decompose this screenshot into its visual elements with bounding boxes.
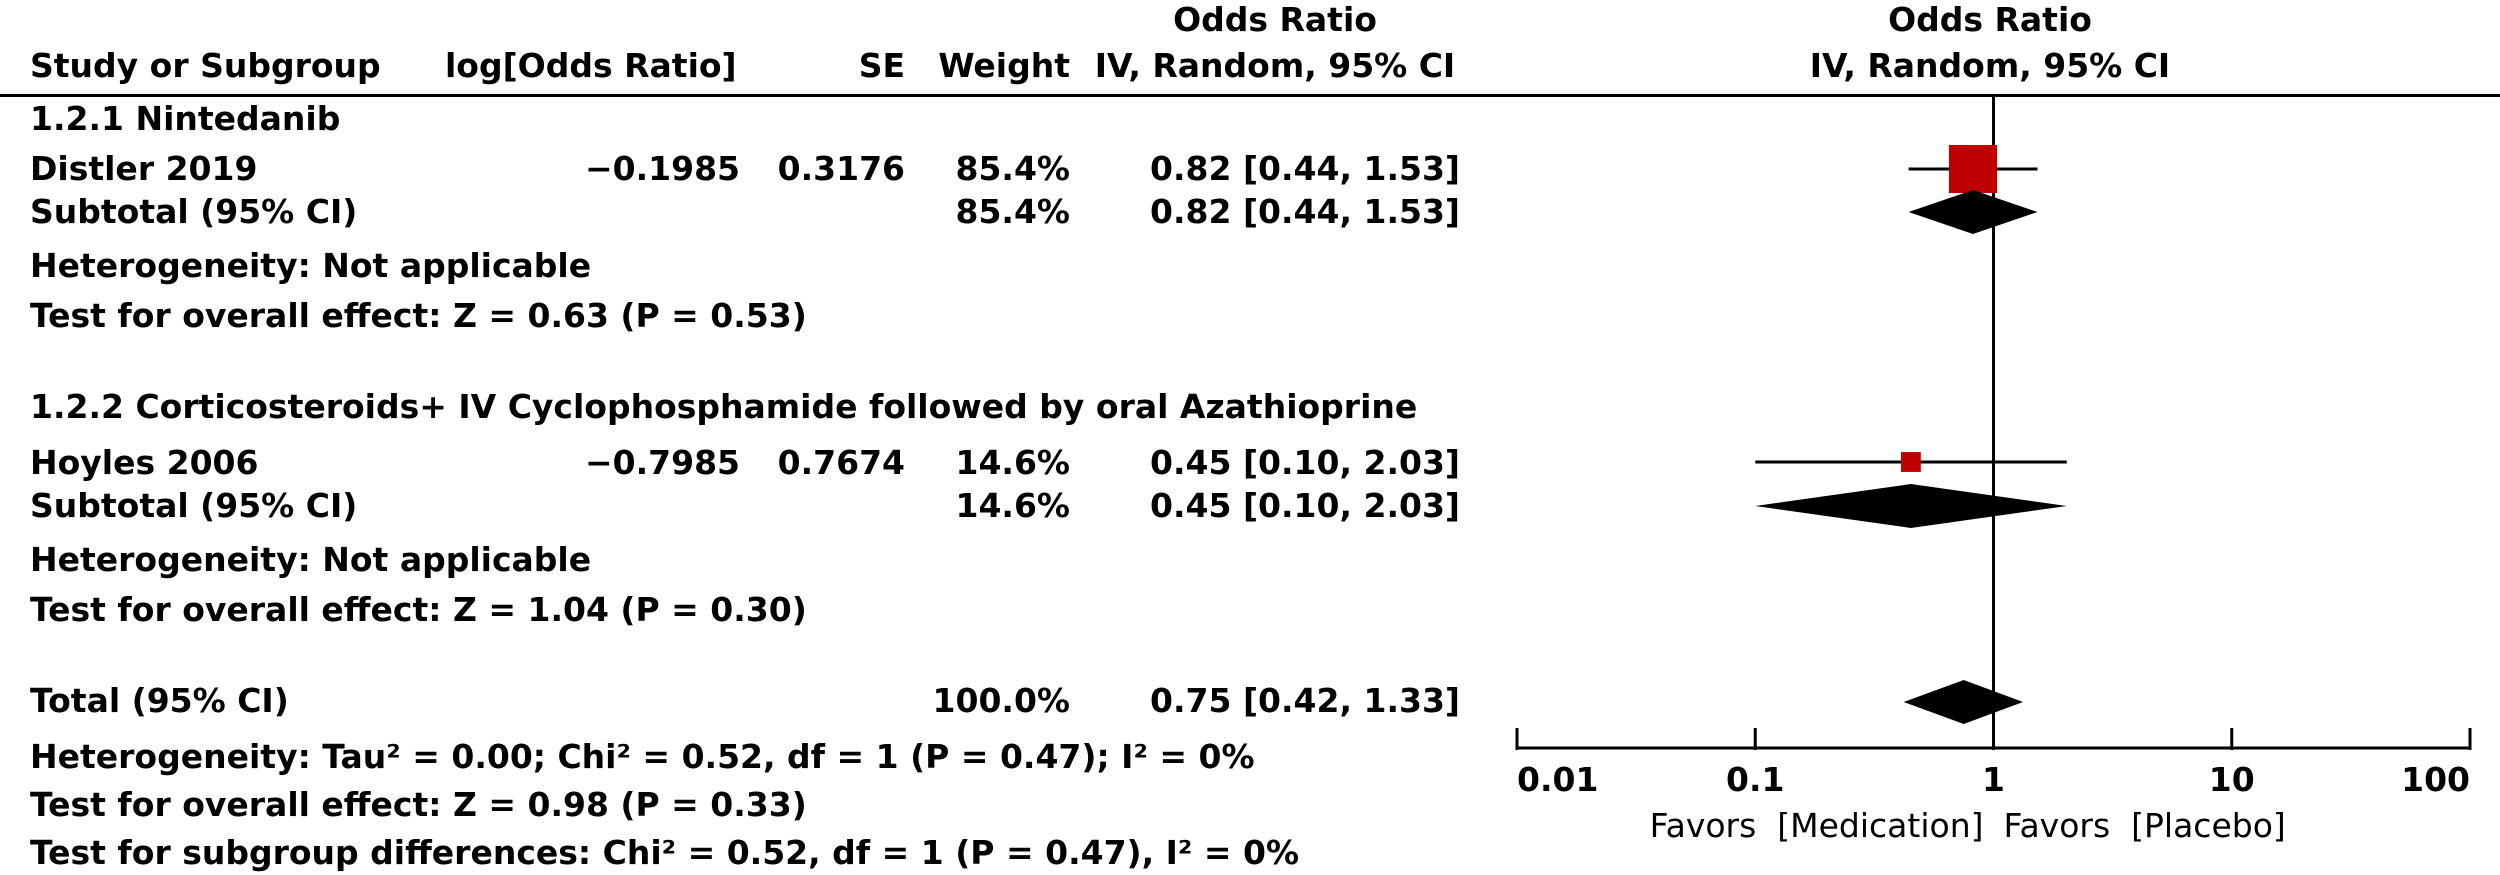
study-ci: 0.45 [0.10, 2.03] — [1150, 443, 1460, 482]
plot-method: IV, Random, 95% CI — [1809, 46, 2171, 85]
study-ci: 0.82 [0.44, 1.53] — [1150, 149, 1460, 188]
study-name: Hoyles 2006 — [30, 443, 259, 482]
study-square — [1901, 452, 1921, 472]
header-or-method: IV, Random, 95% CI — [1094, 46, 1456, 85]
heterogeneity-text: Heterogeneity: Not applicable — [30, 246, 592, 285]
subtotal-label: Subtotal (95% CI) — [30, 486, 358, 525]
x-tick-label: 0.1 — [1726, 760, 1785, 799]
total-overall-effect: Test for overall effect: Z = 0.98 (P = 0.33) — [30, 785, 807, 824]
study-se: 0.7674 — [777, 443, 905, 482]
header-weight: Weight — [938, 46, 1070, 85]
total-heterogeneity: Heterogeneity: Tau² = 0.00; Chi² = 0.52, df = 1 (P = 0.47); I² = 0% — [30, 737, 1255, 776]
study-logor: −0.7985 — [585, 443, 740, 482]
favors-left-label: Favors [Medication] — [1649, 806, 1984, 845]
subtotal-weight: 85.4% — [955, 192, 1070, 231]
study-name: Distler 2019 — [30, 149, 258, 188]
overall-effect-text: Test for overall effect: Z = 0.63 (P = 0.53) — [30, 296, 807, 335]
favors-right-label: Favors [Placebo] — [2003, 806, 2286, 845]
study-weight: 85.4% — [955, 149, 1070, 188]
x-tick-label: 10 — [2208, 760, 2255, 799]
header-or-title: Odds Ratio — [1173, 0, 1377, 39]
x-tick-label: 1 — [1982, 760, 2005, 799]
study-square — [1949, 145, 1997, 193]
header-logor: log[Odds Ratio] — [445, 46, 737, 85]
heterogeneity-text: Heterogeneity: Not applicable — [30, 540, 592, 579]
plot-title: Odds Ratio — [1888, 0, 2092, 39]
subgroup-differences: Test for subgroup differences: Chi² = 0.52, df = 1 (P = 0.47), I² = 0% — [30, 833, 1300, 872]
total-weight: 100.0% — [932, 681, 1070, 720]
subgroup-title: 1.2.1 Nintedanib — [30, 99, 341, 138]
x-tick-label: 100 — [2401, 760, 2470, 799]
subtotal-diamond — [1909, 190, 2038, 234]
subtotal-weight: 14.6% — [955, 486, 1070, 525]
subgroup-title: 1.2.2 Corticosteroids+ IV Cyclophosphamide followed by oral Azathioprine — [30, 387, 1418, 426]
subtotal-ci: 0.45 [0.10, 2.03] — [1150, 486, 1460, 525]
total-diamond — [1904, 680, 2023, 724]
subtotal-ci: 0.82 [0.44, 1.53] — [1150, 192, 1460, 231]
total-ci: 0.75 [0.42, 1.33] — [1150, 681, 1460, 720]
study-weight: 14.6% — [955, 443, 1070, 482]
header-study: Study or Subgroup — [30, 46, 381, 85]
subtotal-label: Subtotal (95% CI) — [30, 192, 358, 231]
total-label: Total (95% CI) — [30, 681, 289, 720]
header-se: SE — [858, 46, 905, 85]
x-tick-label: 0.01 — [1517, 760, 1599, 799]
overall-effect-text: Test for overall effect: Z = 1.04 (P = 0.30) — [30, 590, 807, 629]
study-se: 0.3176 — [777, 149, 905, 188]
subtotal-diamond — [1755, 484, 2067, 528]
study-logor: −0.1985 — [585, 149, 740, 188]
